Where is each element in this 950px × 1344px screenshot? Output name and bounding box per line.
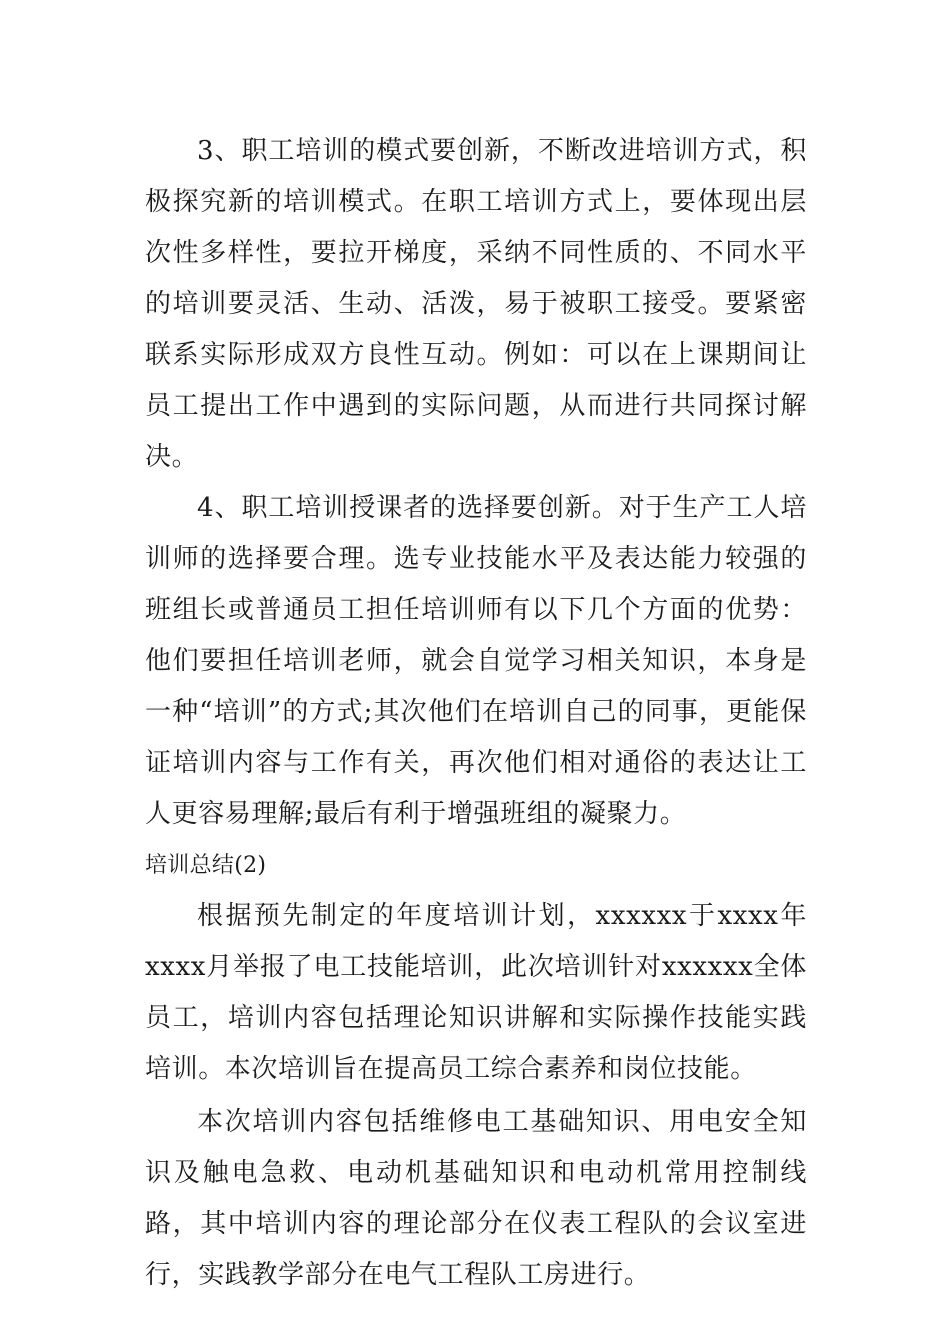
paragraph-training-content: 本次培训内容包括维修电工基础知识、用电安全知识及触电急救、电动机基础知识和电动机常用控制线路，其中培训内容的理论部分在仪表工程队的会议室进行，实践教学部分在电气工程队工房进行。 — [145, 1107, 807, 1290]
paragraph-training-plan: 根据预先制定的年度培训计划，xxxxxx于xxxx年xxxx月举报了电工技能培训，此次培训针对xxxxxx全体员工，培训内容包括理论知识讲解和实际操作技能实践培训。本次培训旨在提高员工综合素养和岗位技能。 — [145, 901, 807, 1084]
paragraph-item-3: 3、职工培训的模式要创新，不断改进培训方式，积极探究新的培训模式。在职工培训方式上，要体现出层次性多样性，要拉开梯度，采纳不同性质的、不同水平的培训要灵活、生动、活泼，易于被职工接受。要紧密联系实际形成双方良性互动。例如：可以在上课期间让员工提出工作中遇到的实际问题，从而进行共同探讨解决。 — [145, 136, 807, 472]
paragraph-item-4: 4、职工培训授课者的选择要创新。对于生产工人培训师的选择要合理。选专业技能水平及表达能力较强的班组长或普通员工担任培训师有以下几个方面的优势：他们要担任培训老师，就会自觉学习相关知识，本身是一种“培训”的方式;其次他们在培训自己的同事，更能保证培训内容与工作有关，再次他们相对通俗的表达让工人更容易理解;最后有利于增强班组的凝聚力。 — [145, 493, 807, 829]
document-page — [145, 126, 807, 1301]
section-heading: 培训总结(2) — [145, 853, 267, 878]
